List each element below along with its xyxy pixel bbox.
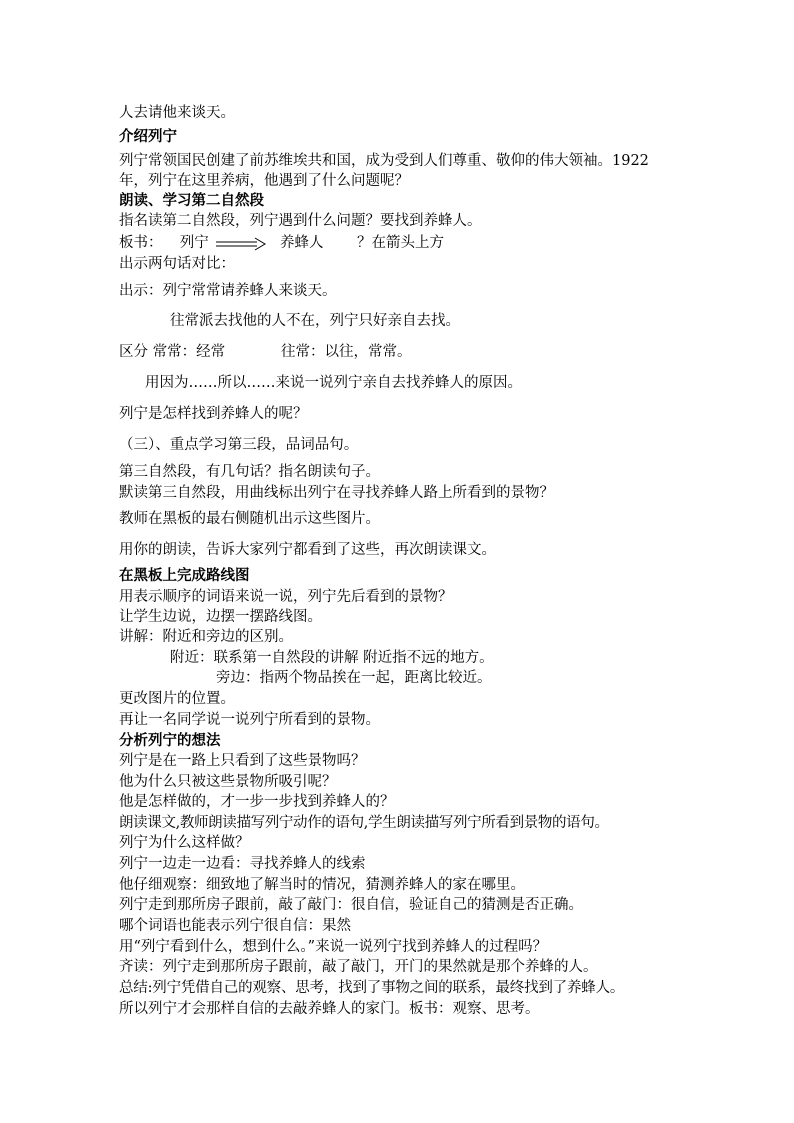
text-line: 列宁常领国民创建了前苏维埃共和国，成为受到人们尊重、敬仰的伟大领袖。1922 — [119, 153, 649, 169]
text-line: （三）、重点学习第三段，品词品句。 — [119, 437, 359, 453]
text-line: 用因为……所以……来说一说列宁亲自去找养蜂人的原因。 — [145, 375, 522, 391]
blackboard-label: 板书： — [119, 235, 163, 251]
text-line: 往常：以往，常常。 — [281, 344, 412, 360]
text-line: 区分 常常：经常 — [119, 344, 226, 360]
text-line: 出示：列宁常常请养蜂人来谈天。 — [119, 283, 337, 299]
text-line: 教师在黑板的最右侧随机出示这些图片。 — [119, 511, 380, 527]
text-line: 列宁是怎样找到养蜂人的呢？ — [119, 406, 308, 422]
section-heading: 介绍列宁 — [119, 129, 177, 145]
text-line: 让学生边说，边摆一摆路线图。 — [119, 609, 322, 625]
text-line: 出示两句话对比： — [119, 256, 235, 272]
text-line: 哪个词语也能表示列宁很自信：果然 — [119, 918, 351, 934]
blackboard-line — [119, 233, 209, 253]
text-line: 讲解：附近和旁边的区别。 — [119, 629, 293, 645]
text-line: 指名读第二自然段，列宁遇到什么问题？要找到养蜂人。 — [119, 213, 482, 229]
text-line: 用你的朗读，告诉大家列宁都看到了这些，再次朗读课文。 — [119, 542, 496, 558]
text-line: 列宁为什么这样做？ — [119, 835, 250, 851]
text-line: 用“列宁看到什么，想到什么。”来说一说列宁找到养蜂人的过程吗？ — [119, 939, 548, 955]
text-line: 齐读：列宁走到那所房子跟前，敲了敲门，开门的果然就是那个养蜂的人。 — [119, 959, 598, 975]
text-line: 往常派去找他的人不在，列宁只好亲自去找。 — [170, 313, 460, 329]
text-line: 旁边：指两个物品挨在一起，距离比较近。 — [216, 670, 492, 686]
right-arrow-icon — [215, 237, 267, 251]
text-line: 列宁一边走一边看：寻找养蜂人的线索 — [119, 856, 366, 872]
blackboard-note: ？在箭头上方 — [357, 235, 444, 251]
text-line: 再让一名同学说一说列宁所看到的景物。 — [119, 712, 380, 728]
text-line: 他是怎样做的，才一步一步找到养蜂人的？ — [119, 794, 395, 810]
section-heading: 在黑板上完成路线图 — [119, 568, 250, 584]
blackboard-word-beekeeper: 养蜂人 — [280, 235, 324, 251]
text-line: 第三自然段，有几句话？指名朗读句子。 — [119, 464, 380, 480]
text-line: 所以列宁才会那样自信的去敲养蜂人的家门。板书：观察、思考。 — [119, 1001, 540, 1017]
text-line: 用表示顺序的词语来说一说，列宁先后看到的景物？ — [119, 589, 453, 605]
text-line: 列宁是在一路上只看到了这些景物吗？ — [119, 753, 366, 769]
text-line: 更改图片的位置。 — [119, 691, 235, 707]
text-line: 朗读课文,教师朗读描写列宁动作的语句,学生朗读描写列宁所看到景物的语句。 — [119, 815, 609, 831]
text-line: 他为什么只被这些景物所吸引呢？ — [119, 774, 337, 790]
section-heading: 分析列宁的想法 — [119, 733, 221, 749]
text-line: 附近：联系第一自然段的讲解 附近指不远的地方。 — [170, 650, 494, 666]
text-line: 列宁走到那所房子跟前，敲了敲门：很自信，验证自己的猜测是否正确。 — [119, 897, 583, 913]
text-line: 人去请他来谈天。 — [119, 105, 235, 121]
text-line: 默读第三自然段，用曲线标出列宁在寻找养蜂人路上所看到的景物？ — [119, 485, 554, 501]
text-line: 他仔细观察：细致地了解当时的情况，猜测养蜂人的家在哪里。 — [119, 877, 525, 893]
section-heading: 朗读、学习第二自然段 — [119, 193, 264, 209]
blackboard-word-liening: 列宁 — [179, 235, 209, 251]
text-line: 年，列宁在这里养病，他遇到了什么问题呢？ — [119, 173, 409, 189]
text-line: 总结:列宁凭借自己的观察、思考，找到了事物之间的联系，最终找到了养蜂人。 — [119, 980, 625, 996]
